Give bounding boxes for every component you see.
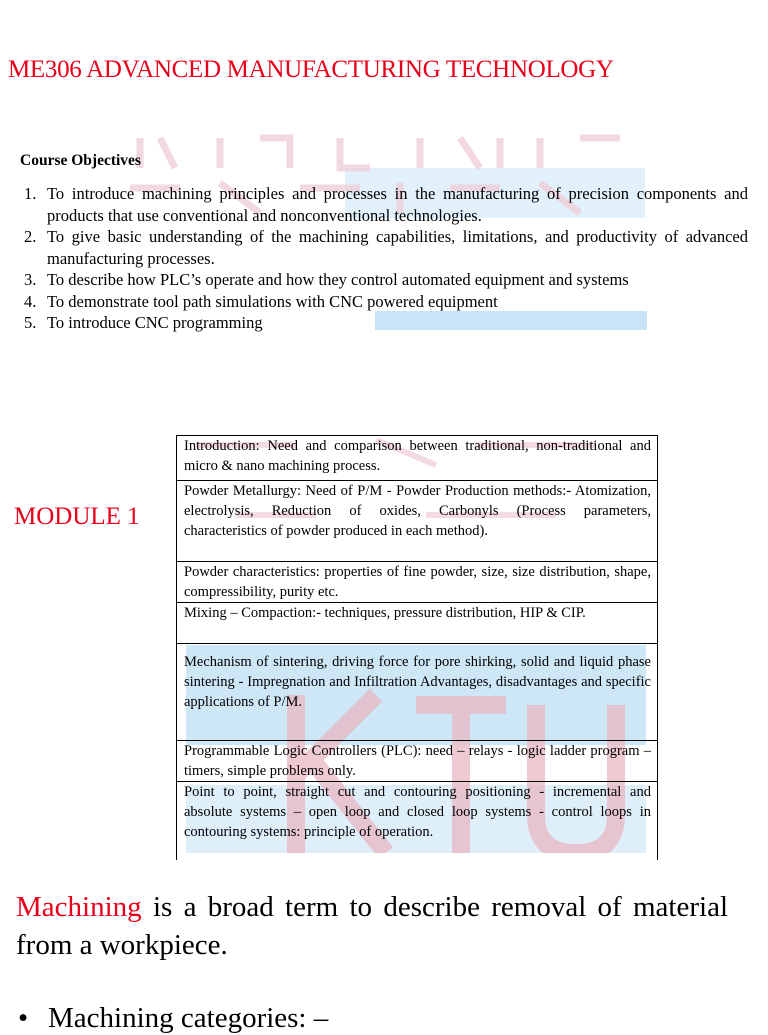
table-row	[177, 741, 658, 782]
objective-item: 2. To give basic understanding of the machining capabilities, limitations, and productivity of advanced manufacturing processes.	[24, 227, 748, 268]
machining-definition: Machining is a broad term to describe removal of material from a workpiece.	[16, 891, 728, 961]
table-cell: Programmable Logic Controllers (PLC): need – relays - logic ladder program –timers, simple problems only.	[177, 741, 658, 782]
table-row	[177, 481, 658, 562]
table-row	[177, 782, 658, 861]
table-row	[177, 603, 658, 644]
table-row	[177, 644, 658, 741]
objectives-list	[18, 183, 748, 334]
table-cell: Mechanism of sintering, driving force for pore shirking, solid and liquid phase sintering - Impregnation and Infiltration Advantages, disadvantages and specific applications of P/M.	[177, 644, 658, 741]
table-cell: Powder Metallurgy: Need of P/M - Powder Production methods:- Atomization, electrolysis, Reduction of oxides, Carbonyls (Process parameters, characteristics of powder produced in each method).	[177, 481, 658, 562]
table-cell: Powder characteristics: properties of fine powder, size, size distribution, shape, compressibility, purity etc.	[177, 562, 658, 603]
objective-item: 3. To describe how PLC’s operate and how they control automated equipment and systems	[24, 270, 629, 289]
bullet-item: • Machining categories: –	[18, 1002, 329, 1034]
objectives-heading: Course Objectives	[20, 152, 141, 169]
document-title: ME306 ADVANCED MANUFACTURING TECHNOLOGY	[8, 56, 614, 83]
table-cell: Introduction: Need and comparison between traditional, non-traditional and micro & nano machining process.	[177, 436, 658, 481]
table-cell: Mixing – Compaction:- techniques, pressure distribution, HIP & CIP.	[177, 603, 658, 644]
bullet-icon: •	[18, 1002, 29, 1034]
objective-item: 4. To demonstrate tool path simulations with CNC powered equipment	[24, 291, 498, 311]
objective-item: 5. To introduce CNC programming	[24, 313, 263, 332]
module-label: MODULE 1	[14, 503, 140, 530]
machining-keyword: Machining	[16, 891, 142, 923]
table-row	[177, 562, 658, 603]
objective-item: 1. To introduce machining principles and processes in the manufacturing of precision components and products that use conventional and nonconventional technologies.	[24, 184, 748, 225]
module-table	[176, 435, 658, 860]
table-row	[177, 436, 658, 481]
table-cell: Point to point, straight cut and contouring positioning - incremental and absolute systems – open loop and closed loop systems - control loops in contouring systems: principle of operation.	[177, 782, 658, 861]
